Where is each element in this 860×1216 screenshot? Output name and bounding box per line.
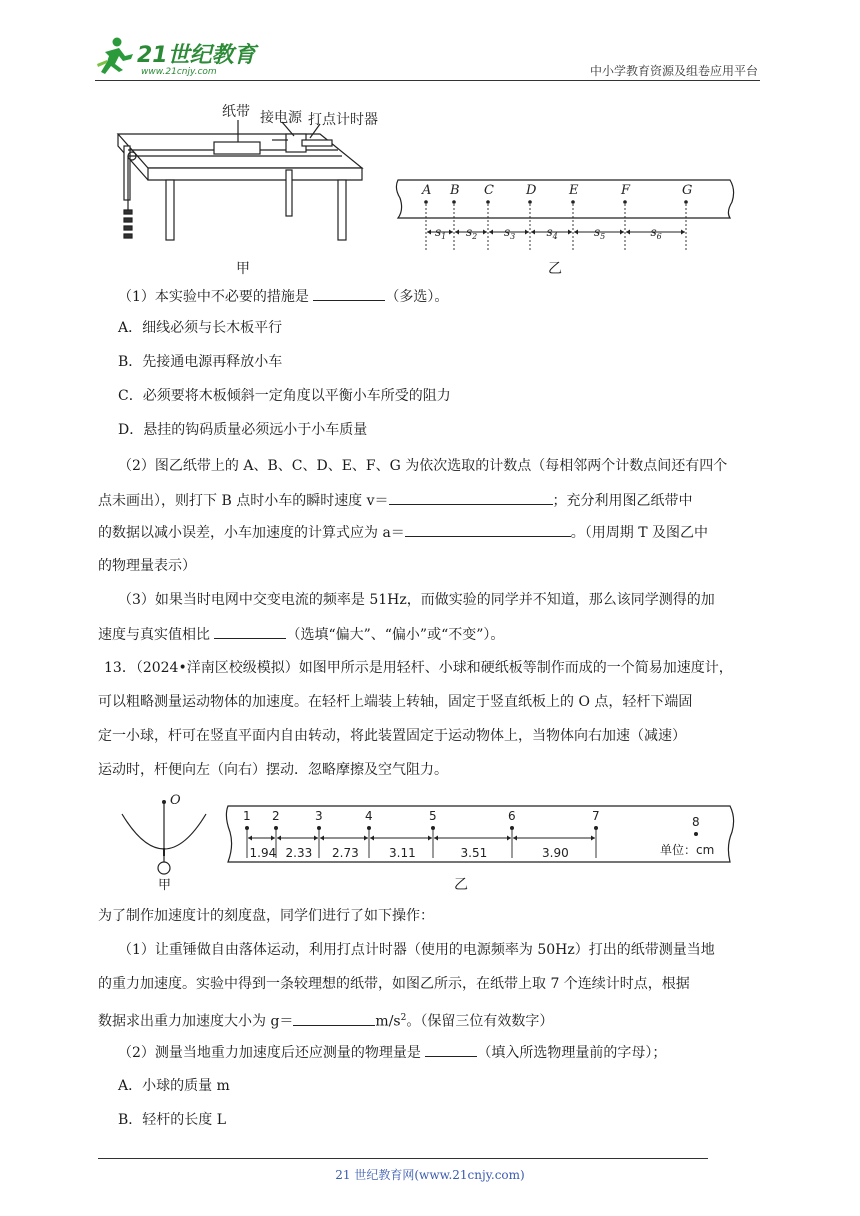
tape1-label-B: B xyxy=(450,183,460,198)
tape1-seg-s3: $s_3$ xyxy=(504,225,516,241)
tape2-dot-4 xyxy=(367,826,371,830)
q12-part2-line4: 的物理量表示） xyxy=(98,558,196,574)
figure-apparatus xyxy=(110,100,378,260)
footer-text: 21 世纪教育网(www.21cnjy.com) xyxy=(335,1168,525,1182)
answer-blank-q12-1[interactable] xyxy=(313,286,385,301)
pivot-label-o: O xyxy=(170,793,181,808)
answer-blank-velocity[interactable] xyxy=(389,490,553,505)
site-logo xyxy=(95,34,265,80)
tape2-dot-7 xyxy=(594,826,598,830)
tape2-label-3: 3 xyxy=(315,809,323,823)
figure-tape-1 xyxy=(392,176,738,250)
tape1-dot-A xyxy=(424,200,428,204)
q12-part3-line1: （3）如果当时电网中交变电流的频率是 51Hz，而做实验的同学并不知道，那么该同学测得的加 xyxy=(118,592,715,608)
q12-part2-line1: （2）图乙纸带上的 A、B、C、D、E、F、G 为依次选取的计数点（每相邻两个计数点间还有四个 xyxy=(118,458,728,474)
tape2-label-2: 2 xyxy=(272,809,280,823)
tape1-label-G: G xyxy=(682,183,693,198)
q12-option-c: C．必须要将木板倾斜一定角度以平衡小车所受的阻力 xyxy=(118,388,451,404)
tape2-dot-1 xyxy=(245,826,249,830)
label-power: 接电源 xyxy=(260,110,302,126)
tape1-seg-s5: $s_5$ xyxy=(594,225,606,241)
tape1-dot-E xyxy=(571,200,575,204)
tape2-distance-4: 3.11 xyxy=(389,846,416,860)
q13-part2: （2）测量当地重力加速度后还应测量的物理量是 （填入所选物理量前的字母）； xyxy=(118,1042,786,1063)
tape2-label-5: 5 xyxy=(429,809,437,823)
tape2-distance-3: 2.73 xyxy=(332,846,359,860)
tape1-seg-s4: $s_4$ xyxy=(546,225,558,241)
caption-yi-13: 乙 xyxy=(454,877,468,893)
tape1-dot-C xyxy=(486,200,490,204)
tape1-dot-D xyxy=(528,200,532,204)
tape2-dot-3 xyxy=(317,826,321,830)
q12-part1: （1）本实验中不必要的措施是 （多选）。 xyxy=(118,286,786,307)
logo-text: 21世纪教育 xyxy=(137,43,256,68)
tape2-dot-2 xyxy=(274,826,278,830)
q13-option-a: A．小球的质量 m xyxy=(118,1078,230,1094)
tape1-label-E: E xyxy=(569,183,579,198)
q13-line2: 可以粗略测量运动物体的加速度。在轻杆上端装上转轴，固定于竖直纸板上的 O 点，轻杆下端固 xyxy=(98,694,693,710)
answer-blank-acceleration[interactable] xyxy=(405,522,571,537)
tape2-distance-1: 1.94 xyxy=(249,846,277,860)
q13-part1-line1: （1）让重锤做自由落体运动，利用打点计时器（使用的电源频率为 50Hz）打出的纸带测量当地 xyxy=(118,942,715,958)
caption-jia: 甲 xyxy=(236,261,250,277)
tape1-label-A: A xyxy=(422,183,432,198)
tape1-seg-s2: $s_2$ xyxy=(466,225,478,241)
q12-option-b: B．先接通电源再释放小车 xyxy=(118,354,283,370)
tape1-dot-G xyxy=(684,200,688,204)
logo-url: www.21cnjy.com xyxy=(141,67,217,77)
q13-part1-line2: 的重力加速度。实验中得到一条较理想的纸带，如图乙所示，在纸带上取 7 个连续计时点，根据 xyxy=(98,976,690,992)
tape2-label-7: 7 xyxy=(592,809,600,823)
tape1-label-C: C xyxy=(484,183,494,198)
q13-line3: 定一小球，杆可在竖直平面内自由转动，将此装置固定于运动物体上，当物体向右加速（减速） xyxy=(98,728,686,744)
header-platform-text: 中小学教育资源及组卷应用平台 xyxy=(589,64,758,78)
answer-blank-q13-2[interactable] xyxy=(425,1042,477,1057)
header-divider xyxy=(95,80,760,81)
q13-line4: 运动时，杆便向左（向右）摆动．忽略摩擦及空气阻力。 xyxy=(98,762,448,778)
tape2-label-4: 4 xyxy=(365,809,373,823)
tape1-dot-F xyxy=(623,200,627,204)
q13-option-b: B．轻杆的长度 L xyxy=(118,1112,227,1128)
tape2-dot-5 xyxy=(431,826,435,830)
q13-line1: 13．（2024•洋南区校级模拟）如图甲所示是用轻杆、小球和硬纸板等制作而成的一个简易加速度计， xyxy=(104,660,733,676)
tape2-distance-5: 3.51 xyxy=(460,846,488,860)
label-timer: 打点计时器 xyxy=(308,112,378,128)
tape1-seg-s1: $s_1$ xyxy=(435,225,447,241)
tape2-unit: 单位：cm xyxy=(660,843,715,857)
tape1-seg-s6: $s_6$ xyxy=(650,225,662,241)
tape1-label-D: D xyxy=(526,183,537,198)
tape2-distance-2: 2.33 xyxy=(285,846,313,860)
q12-part2-line3: 的数据以减小误差，小车加速度的计算式应为 a＝ 。（用周期 T 及图乙中 xyxy=(98,522,766,543)
q12-option-a: A．细线必须与长木板平行 xyxy=(118,320,283,336)
caption-yi: 乙 xyxy=(548,261,562,277)
caption-jia-13: 甲 xyxy=(158,878,172,893)
q13-part1-line3: 数据求出重力加速度大小为 $g= m/s^2$。（保留三位有效数字） xyxy=(98,1008,766,1032)
tape2-dot-8 xyxy=(694,832,698,836)
footer-divider xyxy=(98,1158,708,1159)
q12-part3-line2: 速度与真实值相比 （选填“偏大”、“偏小”或“不变”）。 xyxy=(98,624,766,645)
tape2-label-8: 8 xyxy=(692,815,700,829)
tape2-distance-6: 3.90 xyxy=(542,846,569,860)
figure-tape-2 xyxy=(220,802,738,870)
answer-blank-q12-3[interactable] xyxy=(214,624,286,639)
answer-blank-gravity[interactable] xyxy=(293,1011,375,1026)
tape2-dot-6 xyxy=(510,826,514,830)
tape2-label-1: 1 xyxy=(243,809,251,823)
label-paper-tape: 纸带 xyxy=(222,104,250,120)
q12-option-d: D．悬挂的钩码质量必须远小于小车质量 xyxy=(118,422,368,438)
tape2-label-6: 6 xyxy=(508,809,516,823)
tape1-label-F: F xyxy=(621,183,631,198)
tape1-dot-B xyxy=(452,200,456,204)
q13-intro: 为了制作加速度计的刻度盘，同学们进行了如下操作： xyxy=(98,908,434,924)
q12-part2-line2: 点未画出），则打下 B 点时小车的瞬时速度 v＝ ；充分利用图乙纸带中 xyxy=(98,490,766,511)
